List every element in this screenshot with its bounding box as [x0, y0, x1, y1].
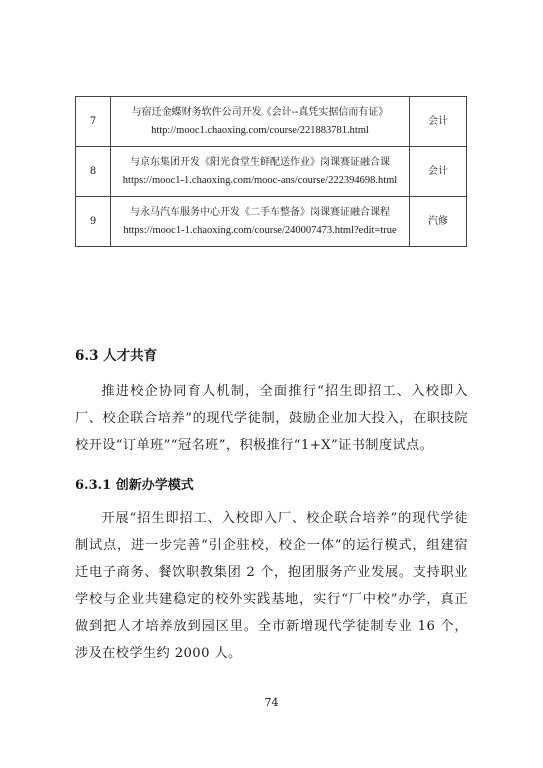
row-number: 7 — [76, 97, 111, 147]
section-heading: 6.3 人才共育 — [75, 348, 158, 364]
course-category: 会计 — [410, 147, 467, 197]
course-category: 汽修 — [410, 197, 467, 247]
subsection-heading: 6.3.1 创新办学模式 — [75, 478, 194, 493]
course-url[interactable]: https://mooc1-1.chaoxing.com/course/240007473.html?edit=true — [123, 224, 397, 236]
section-paragraph: 推进校企协同育人机制，全面推行“招生即招工、入校即入厂、校企联合培养”的现代学徒制，鼓励企业加大投入，在职技院校开设“订单班”“冠名班”，积极推行“1+X”证书制度试点。 — [75, 384, 468, 453]
course-url[interactable]: http://mooc1.chaoxing.com/course/221883781.html — [151, 124, 369, 136]
course-table — [75, 96, 467, 247]
course-cell — [111, 147, 410, 197]
table-row — [76, 97, 467, 147]
subsection-paragraph: 开展“招生即招工、入校即入厂、校企联合培养”的现代学徒制试点，进一步完善“引企驻校，校企一体”的运行模式，组建宿迁电子商务、餐饮职教集团 2 个，抱团服务产业发展。支持职业学校与企业共建稳定的校外实践基地，实行“厂中校”办学，真正做到把人才培养放到园区里。全市新增现代学徒制专业 16 个，涉及在校学生约 2000 人。 — [75, 511, 468, 661]
course-name: 与宿迁金蝶财务软件公司开发《会计--真凭实据信而有证》 — [131, 106, 389, 118]
course-category: 会计 — [410, 97, 467, 147]
row-number: 8 — [76, 147, 111, 197]
course-name: 与永马汽车服务中心开发《二手车整备》岗课赛证融合课程 — [130, 206, 390, 218]
course-cell — [111, 197, 410, 247]
table-row — [76, 147, 467, 197]
page-number: 74 — [264, 696, 279, 709]
course-name: 与京东集团开发《阳光食堂生鲜配送作业》岗课赛证融合课 — [130, 156, 390, 168]
table-row — [76, 197, 467, 247]
course-url[interactable]: https://mooc1-1.chaoxing.com/mooc-ans/course/222394698.html — [122, 174, 398, 186]
course-cell — [111, 97, 410, 147]
row-number: 9 — [76, 197, 111, 247]
